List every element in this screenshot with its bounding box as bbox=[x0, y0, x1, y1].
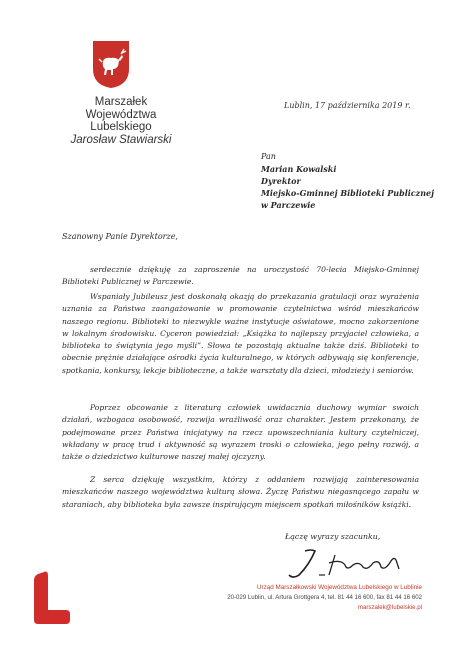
recipient-name: Marian Kowalski bbox=[261, 164, 337, 174]
letter-date: Lublin, 17 października 2019 r. bbox=[284, 101, 411, 110]
closing-line: Łączę wyrazy szacunku, bbox=[285, 532, 381, 541]
footer-organization: Urząd Marszałkowski Województwa Lubelskiego w Lublinie bbox=[256, 584, 422, 591]
paragraph-1: serdecznie dziękuję za zaproszenie na uroczystość 70-lecia Miejsko-Gminnej Biblioteki Publicznej w Parczewie. bbox=[62, 265, 419, 287]
recipient-title: Pan bbox=[261, 152, 276, 161]
letterhead bbox=[56, 96, 186, 146]
l-logo-icon bbox=[30, 570, 72, 626]
salutation: Szanowny Panie Dyrektorze, bbox=[62, 232, 178, 241]
recipient-block bbox=[261, 151, 434, 211]
signature-image bbox=[275, 545, 425, 581]
recipient-position: Dyrektor bbox=[261, 176, 301, 186]
recipient-location: w Parczewie bbox=[261, 200, 316, 210]
footer bbox=[160, 583, 422, 613]
paragraph-2: Wspaniały Jubileusz jest doskonałą okazją do przekazania gratulacji oraz wyrażenia uznania za Państwa zaangażowanie w promowanie czytelnictwa wśród mieszkańców naszego regionu. Biblioteki to niezwykle ważne instytucje oświatowe, mocno zakorzenione w lokalnym środowisku. Cyceron powiedział: „Książka to najlepszy przyjaciel człowieka, a biblioteka to świątynia jego myśli”. Słowa te pozostają aktualne także dziś. Biblioteki to obecnie prężnie działające ośrodki życia kulturalnego, w których odbywają się konferencje, spotkania, konkursy, lekcje biblioteczne, a także warsztaty dla dzieci, młodzieży i seniorów. bbox=[62, 292, 419, 375]
paragraph-3: Poprzez obcowanie z literaturą człowiek uwidacznia duchowy wymiar swoich działań, wzbogaca osobowość, rozwija wrażliwość oraz charakter. Jestem przekonany, że podejmowane przez Państwa inicjatywy na rzecz upowszechniania kultury czytelniczej, wkładany w pracę trud i aktywność są wyrazem troski o człowieka, jego pełny rozwój, a także o dziedzictwo kulturowe naszej małej ojczyzny. bbox=[62, 403, 419, 462]
header-subtitle: Województwa Lubelskiego bbox=[85, 108, 157, 133]
footer-contact: 20-029 Lublin, ul. Artura Grottgera 4, tel. 81 44 16 600, fax 81 44 16 602 bbox=[227, 594, 422, 601]
paragraph-4: Z serca dziękuję wszystkim, którzy z oddaniem rozwijają zainteresowania mieszkańców naszego województwa kulturą słowa. Życzę Państwu niegasnącego zapału w staraniach, aby biblioteka była zawsze inspirującym miejscem spotkań miłośników książki. bbox=[62, 475, 419, 509]
recipient-institution: Miejsko-Gminnej Biblioteki Publicznej bbox=[261, 188, 434, 198]
footer-email: marszalek@lubelskie.pl bbox=[357, 604, 422, 611]
header-title: Marszałek bbox=[94, 96, 148, 108]
coat-of-arms-icon bbox=[91, 39, 131, 89]
header-name: Jarosław Stawiarski bbox=[70, 133, 172, 146]
